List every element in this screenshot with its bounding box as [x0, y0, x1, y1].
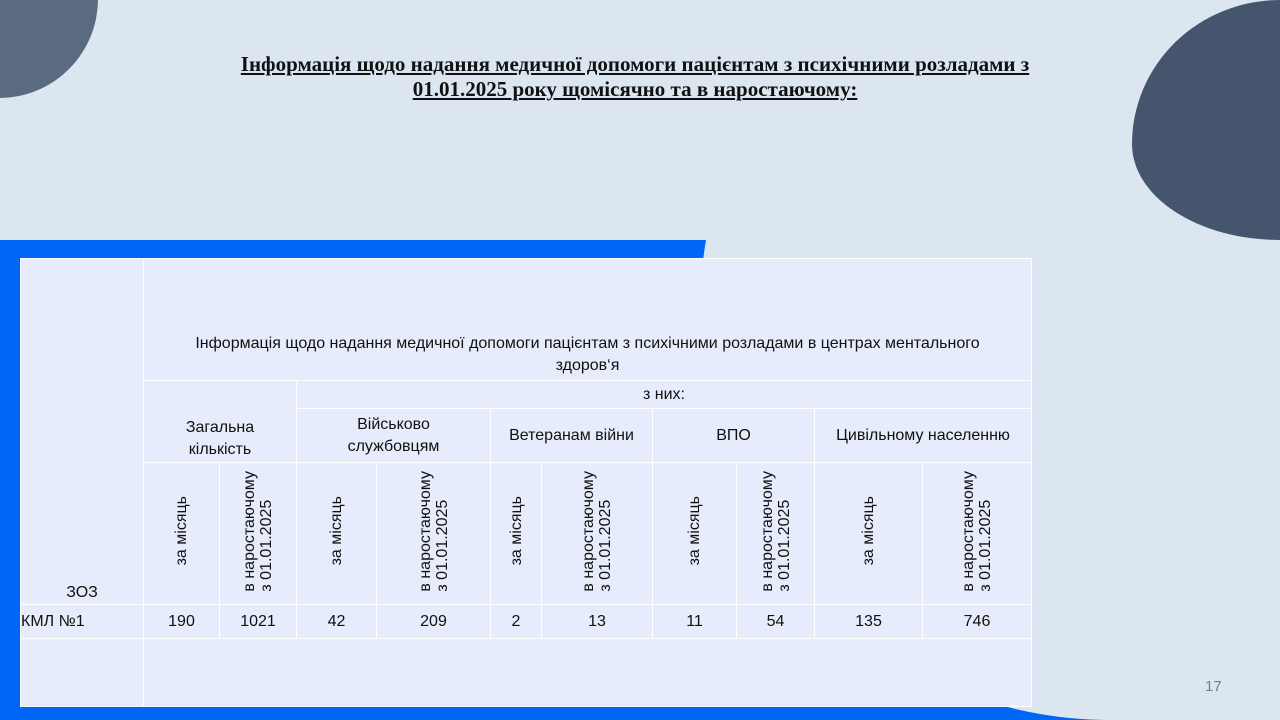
group-header-idp: ВПО: [653, 409, 815, 463]
subheader-month: за місяць: [653, 463, 737, 605]
slide-title: [100, 52, 1170, 102]
subheader-cumulative: в наростаючому з 01.01.2025: [220, 463, 297, 605]
table-row: [21, 605, 1032, 639]
data-table: [20, 258, 1032, 707]
title-line-2: 01.01.2025 року щомісячно та в наростаючому:: [412, 77, 858, 101]
subheader-month: за місяць: [144, 463, 220, 605]
cell-civilians-cumulative: 746: [923, 605, 1032, 639]
page-number: 17: [1205, 678, 1222, 695]
cell-idp-cumulative: 54: [737, 605, 815, 639]
group-header-veterans: Ветеранам війни: [491, 409, 653, 463]
subheader-cumulative: в наростаючому з 01.01.2025: [923, 463, 1032, 605]
row-zoz: КМЛ №1: [21, 605, 144, 639]
cell-idp-month: 11: [653, 605, 737, 639]
empty-cell: [21, 639, 144, 707]
main-header: Інформація щодо надання медичної допомоги пацієнтам з психічними розладами в центрах ментального здоров‘я: [144, 259, 1032, 381]
cell-total-month: 190: [144, 605, 220, 639]
cell-military-cumulative: 209: [377, 605, 491, 639]
zoz-header: ЗОЗ: [21, 259, 144, 605]
decorative-leaf: [1132, 0, 1280, 240]
cell-veterans-month: 2: [491, 605, 542, 639]
of-them-header: з них:: [297, 381, 1032, 409]
cell-military-month: 42: [297, 605, 377, 639]
subheader-cumulative: в наростаючому з 01.01.2025: [542, 463, 653, 605]
cell-veterans-cumulative: 13: [542, 605, 653, 639]
empty-cell: [144, 639, 1032, 707]
group-header-civilians: Цивільному населенню: [815, 409, 1032, 463]
subheader-cumulative: в наростаючому з 01.01.2025: [377, 463, 491, 605]
subheader-month: за місяць: [297, 463, 377, 605]
table-row-empty: [21, 639, 1032, 707]
subheader-cumulative: в наростаючому з 01.01.2025: [737, 463, 815, 605]
group-header-military: Військово службовцям: [297, 409, 491, 463]
subheader-month: за місяць: [491, 463, 542, 605]
title-line-1: Інформація щодо надання медичної допомоги пацієнтам з психічними розладами з: [240, 52, 1030, 76]
total-header: Загальна кількість: [144, 381, 297, 463]
cell-civilians-month: 135: [815, 605, 923, 639]
decorative-circle: [0, 0, 98, 98]
cell-total-cumulative: 1021: [220, 605, 297, 639]
subheader-month: за місяць: [815, 463, 923, 605]
